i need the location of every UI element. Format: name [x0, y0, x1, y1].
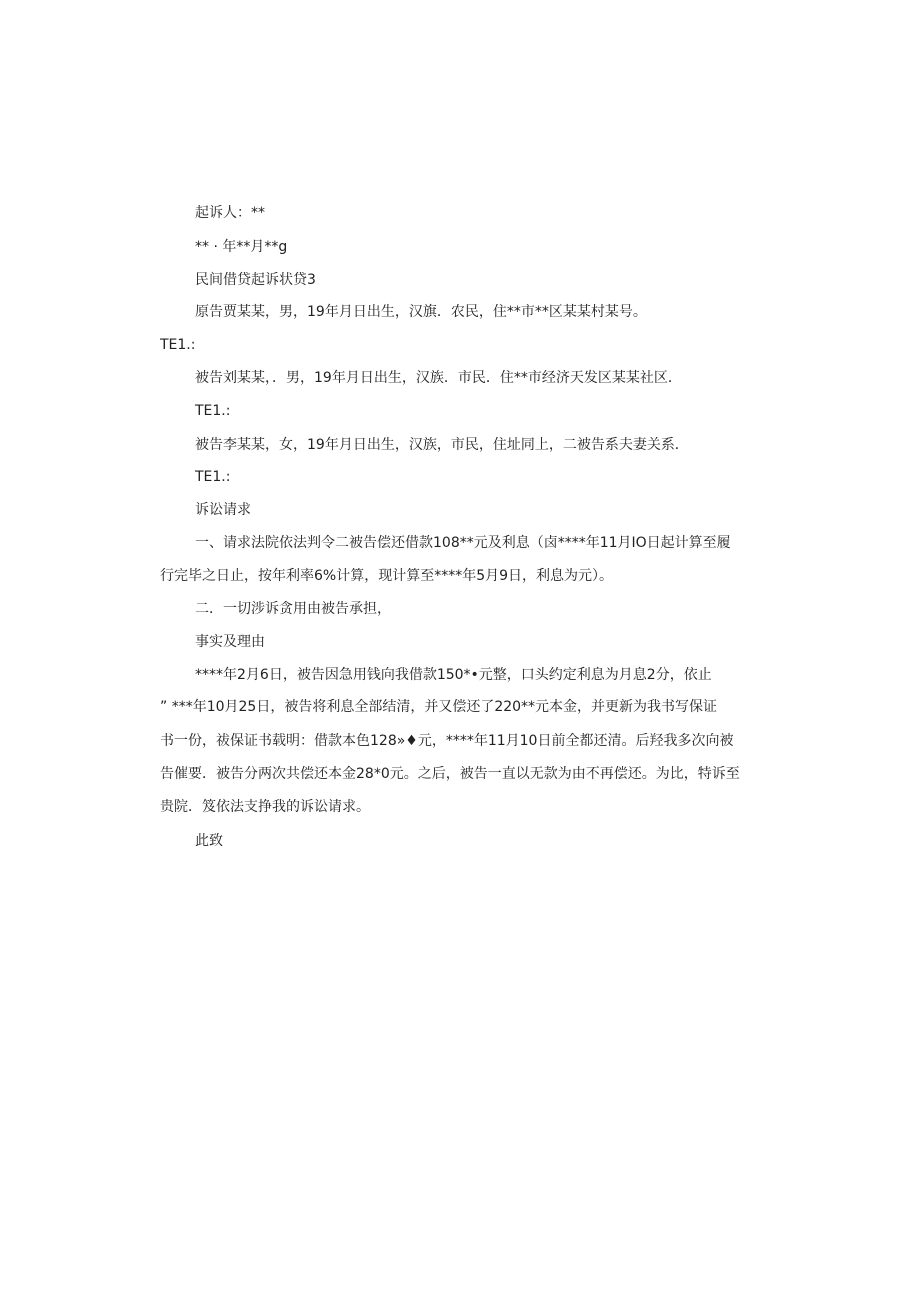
claim-1-line-1: 一、请求法院依法判令二被告偿还借款108**元及利息（卤****年11月IO日起计算至履: [195, 535, 731, 551]
facts-line-3: 书一份，祓保证书载明：借款本色128»♦元，****年11月10日前全都还清。后羟我多次向被: [160, 733, 734, 749]
facts-line-1: ****年2月6日，被告因急用钱向我借款150*•元整，口头约定利息为月息2分，依止: [195, 667, 712, 683]
facts-heading: 事实及理由: [195, 634, 265, 650]
defendant-2-info: 被告李某某，女，19年月日出生，汉族，市民，住址同上，二被告系夫妻关系．: [195, 437, 689, 453]
claims-heading: 诉讼请求: [195, 502, 251, 518]
closing-salutation: 此致: [195, 833, 223, 849]
claim-2: 二．一切涉诉贪用由被告承担，: [195, 601, 391, 617]
facts-line-2: ” ***年10月25日，被告将利息全部结清，并又偿还了220**元本金，并更新为我书写保证: [160, 699, 718, 715]
document-title: 民间借贷起诉状贷3: [195, 272, 316, 288]
defendant-2-tel: TE1.:: [195, 469, 231, 485]
plaintiff-info: 原告贾某某，男，19年月日出生，汉旗．农民，住**市**区某某村某号。: [195, 304, 647, 320]
plaintiff-signature: 起诉人：**: [195, 205, 265, 221]
claim-1-line-2: 行完毕之日止，按年利率6%计算，现计算至****年5月9日，利息为元）。: [160, 568, 614, 584]
facts-line-4: 告催要．被告分两次共偿还本金28*0元。之后，被告一直以无款为由不再偿还。为比，特诉至: [160, 766, 740, 782]
date-line: ** · 年**月**g: [195, 239, 288, 255]
facts-line-5: 贵院．笈依法支挣我的诉讼请求。: [160, 799, 370, 815]
defendant-1-tel: TE1.:: [195, 403, 231, 419]
plaintiff-tel: TE1.:: [160, 337, 196, 353]
defendant-1-info: 被告刘某某，．男，19年月日出生，汉族．市民．住**市经济天发区某某社区．: [195, 370, 682, 386]
